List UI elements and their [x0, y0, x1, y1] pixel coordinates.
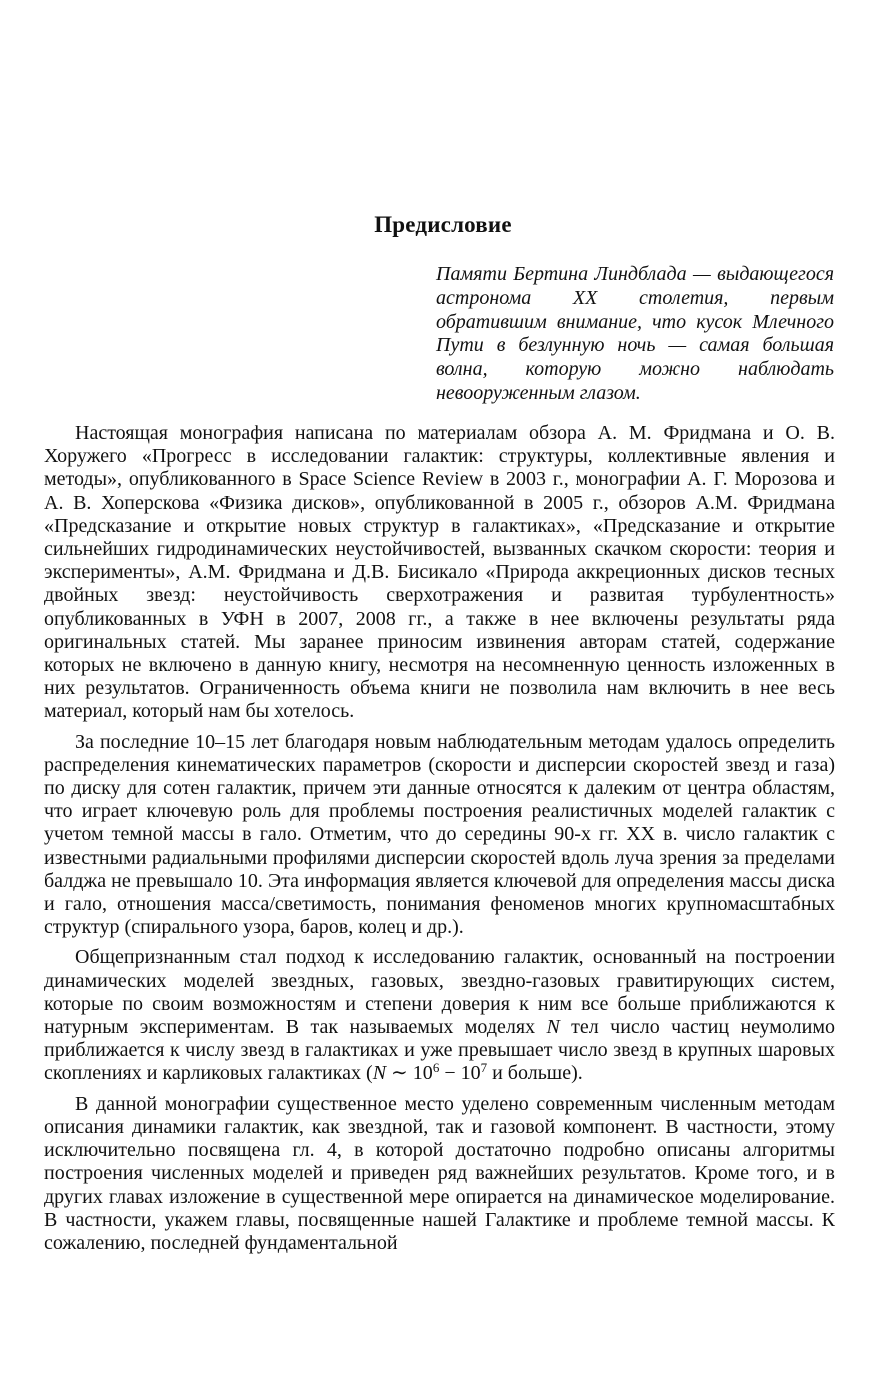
paragraph-3: [44, 946, 835, 1085]
formula-part-b: − 10: [439, 1062, 481, 1085]
formula-part-a: ∼ 10: [386, 1062, 433, 1085]
exponent-b: 7: [480, 1060, 488, 1076]
page-title: Предисловие: [374, 212, 512, 237]
paragraph-4: В данной монографии существенное место уделено современным численным методам описания динамики галактик, как звездной, так и газовой компонент. В частности, этому исключительно посвящена гл. 4, в которой достаточно подробно описаны алгоритмы построения численных моделей и приведен ряд важнейших результатов. Кроме того, и в других главах изложение в существенной мере опирается на динамическое моделирование. В частности, укажем главы, посвященные нашей Галактике и проблеме темной массы. К сожалению, последней фундаментальной: [44, 1092, 835, 1254]
epigraph: Памяти Бертина Линдблада — выдающегося астронома XX столетия, первым обратившим внимание, что кусок Млечного Пути в безлунную ночь — самая большая волна, которую можно наблюдать невооруженным глазом.: [436, 263, 834, 404]
paragraph-2: За последние 10–15 лет благодаря новым наблюдательным методам удалось определить распределения кинематических параметров (скорости и дисперсии скоростей звезд и газа) по диску для сотен галактик, причем эти данные относятся к далеким от центра областям, что играет ключевую роль для проблемы построения реалистичных моделей галактик с учетом темной массы в гало. Отметим, что до середины 90-х гг. XX в. число галактик с известными радиальными профилями дисперсии скоростей вдоль луча зрения за пределами балджа не превышало 10. Эта информация является ключевой для определения массы диска и гало, отношения масса/светимость, понимания феноменов многих крупномасштабных структур (спирального узора, баров, колец и др.).: [44, 730, 835, 939]
paragraph-1: Настоящая монография написана по материалам обзора А. М. Фридмана и О. В. Хоружего «Прогресс в исследовании галактик: структуры, коллективные явления и методы», опубликованного в Space Science Review в 2003 г., монографии А. Г. Морозова и А. В. Хоперскова «Физика дисков», опубликованной в 2005 г., обзоров А.М. Фридмана «Предсказание и открытие новых структур в галактиках», «Предсказание и открытие сильнейших гидродинамических неустойчивостей, вызванных скачком скорости: теория и эксперименты», А.М. Фридмана и Д.В. Бисикало «Природа аккреционных дисков тесных двойных звезд: неустойчивость сверхотражения и развитая турбулентность» опубликованных в УФН в 2007, 2008 гг., а также в нее включены результаты ряда оригинальных статей. Мы заранее приносим извинения авторам статей, содержание которых не включено в данную книгу, несмотря на несомненную ценность изложенных в них результатов. Ограниченность объема книги не позволила нам включить в нее весь материал, который нам бы хотелось.: [44, 422, 835, 723]
body-text: [44, 422, 835, 1255]
variable-n-formula: N: [372, 1062, 387, 1085]
variable-n: N: [546, 1016, 560, 1039]
paragraph-3-text-start: Общепризнанным стал подход к исследованию галактик, основанный на построении динамических моделей звездных, газовых, звездно-газовых гравитирующих систем, которые по своим возможностям и степени доверия к ним все больше приближаются к натурным экспериментам. В так называемых моделях: [44, 946, 835, 1039]
paragraph-3-text-end: и больше).: [487, 1062, 583, 1085]
paragraph-3-text-middle: тел число частиц неумолимо приближается к числу звезд в галактиках и уже превышает число звезд в крупных шаровых скоплениях и карликовых галактиках (: [44, 1016, 835, 1085]
exponent-a: 6: [432, 1060, 440, 1076]
